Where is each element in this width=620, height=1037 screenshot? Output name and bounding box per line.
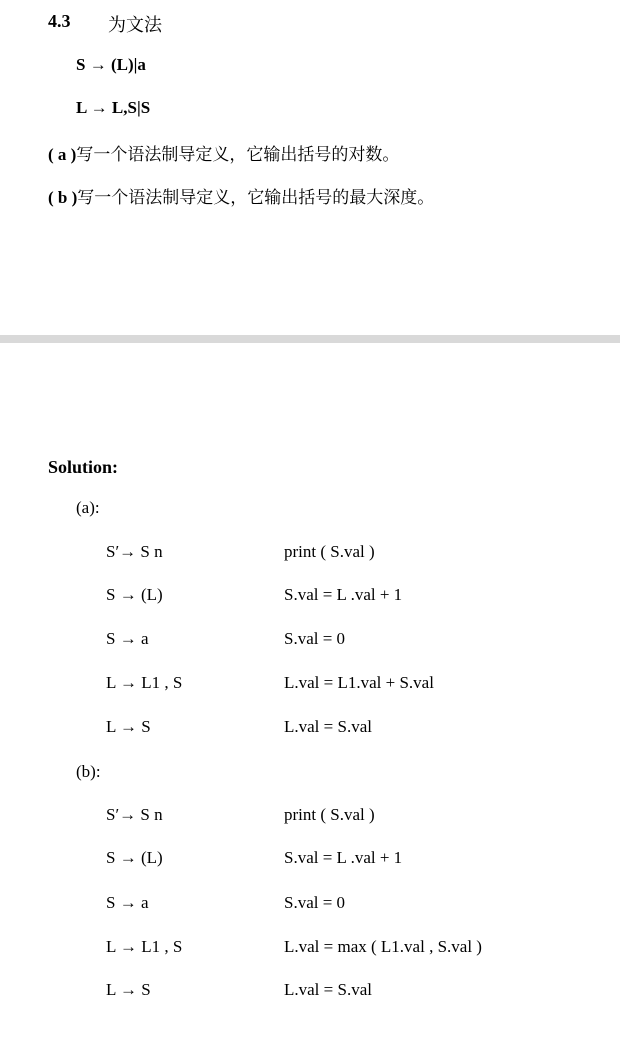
- part-a-production: L → S: [106, 717, 151, 736]
- section-title: 为文法: [108, 15, 162, 36]
- question-a: [48, 140, 399, 165]
- part-a-semantic-rule: S.val = L .val + 1: [284, 585, 403, 604]
- page-divider: [0, 335, 620, 343]
- grammar-rule-1: S → (L)|a: [76, 55, 146, 74]
- part-a-semantic-rule: L.val = S.val: [284, 717, 372, 736]
- question-b: [48, 183, 434, 208]
- part-a-production: L → L1 , S: [106, 673, 183, 692]
- solution-heading: Solution:: [48, 457, 119, 477]
- part-b-semantic-rule: S.val = L .val + 1: [284, 848, 403, 867]
- part-b-production: L → S: [106, 980, 151, 999]
- part-a-semantic-rule: S.val = 0: [284, 629, 346, 648]
- part-a-semantic-rule: L.val = L1.val + S.val: [284, 673, 434, 692]
- part-a-label: (a):: [76, 498, 100, 517]
- grammar-rule-2: L → L,S|S: [76, 98, 151, 117]
- part-b-label: (b):: [76, 762, 101, 781]
- part-b-production: L → L1 , S: [106, 937, 183, 956]
- question-b-tag: ( b ): [48, 188, 78, 207]
- part-b-semantic-rule: L.val = max ( L1.val , S.val ): [284, 937, 482, 956]
- part-a-semantic-rule: print ( S.val ): [284, 542, 375, 561]
- part-b-production: S′→ S n: [106, 805, 163, 824]
- part-b-production: S → a: [106, 893, 149, 912]
- question-a-tag: ( a ): [48, 145, 77, 164]
- part-a-production: S → a: [106, 629, 149, 648]
- part-b-semantic-rule: S.val = 0: [284, 893, 346, 912]
- part-b-semantic-rule: print ( S.val ): [284, 805, 375, 824]
- part-a-production: S′→ S n: [106, 542, 163, 561]
- part-b-semantic-rule: L.val = S.val: [284, 980, 372, 999]
- part-b-production: S → (L): [106, 848, 163, 867]
- question-a-text: 写一个语法制导定义，它输出括号的对数。: [76, 145, 400, 165]
- part-a-production: S → (L): [106, 585, 163, 604]
- question-b-text: 写一个语法制导定义，它输出括号的最大深度。: [77, 188, 435, 208]
- section-number: 4.3: [48, 11, 71, 31]
